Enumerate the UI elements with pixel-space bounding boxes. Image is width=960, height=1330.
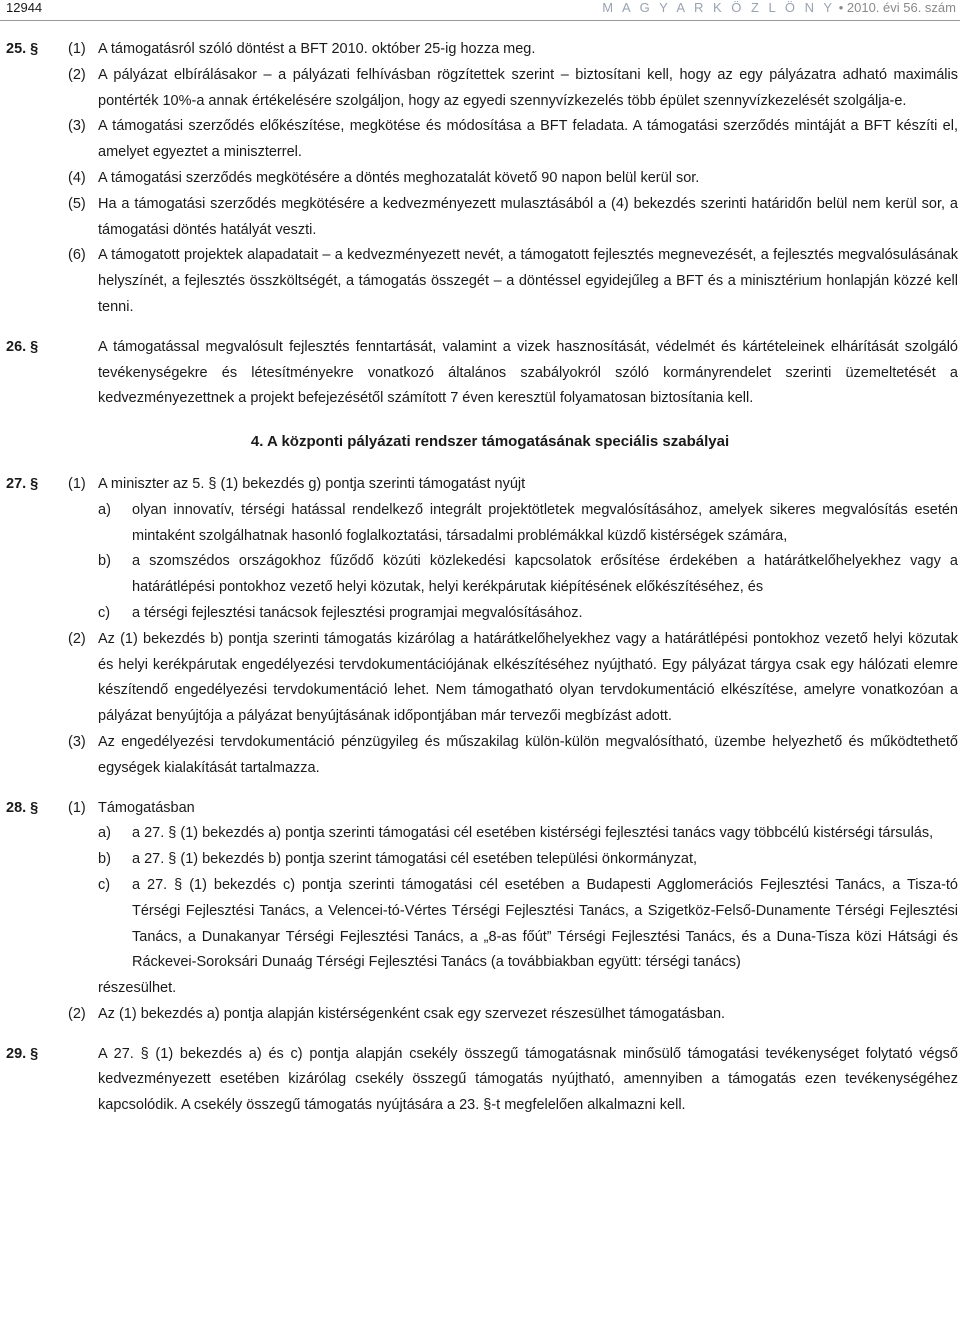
paragraph-28-1-tail: részesülhet. <box>98 980 177 997</box>
paragraph-27-3 <box>0 730 960 782</box>
list-item-27-c <box>0 601 960 627</box>
item-letter: a) <box>98 825 111 842</box>
paragraph-text: A támogatási szerződés előkészítése, megkötése és módosítása a BFT feladata. A támogatási szerződés mintáját a BFT készíti el, amelyet egyeztet a miniszterrel. <box>98 118 958 161</box>
section-29 <box>0 1042 960 1119</box>
paragraph-number: (2) <box>68 66 86 83</box>
item-letter: c) <box>98 604 111 621</box>
paragraph-number: (1) <box>68 41 86 57</box>
page-number: 12944 <box>6 0 43 15</box>
paragraph-text: A támogatásról szóló döntést a BFT 2010. október 25-ig hozza meg. <box>98 41 536 57</box>
paragraph-number: (3) <box>68 733 86 750</box>
paragraph-text: A támogatással megvalósult fejlesztés fenntartását, valamint a vizek hasznosítását, védelmét és kártételeinek elhárítását szolgáló tevékenységekre és létesítményekre vonatkozó általános szabályokról szóló kormányrendelet szerinti üzemeltetését a kedvezményezettnek a projekt befejezésétől számított 7 éven keresztül folyamatosan biztosítania kell. <box>98 338 958 407</box>
paragraph-text: A támogatott projektek alapadatait – a kedvezményezett nevét, a támogatott fejlesztés megnevezését, a fejlesztés megvalósulásának helyszínét, a fejlesztés összköltségét, a támogatás összegét – a döntéssel egyidejűleg a BFT és a minisztérium honlapján közzé kell tenni. <box>98 247 958 315</box>
section-28 <box>0 796 960 1028</box>
item-text: a térségi fejlesztési tanácsok fejlesztési programjai megvalósításához. <box>132 604 583 621</box>
spacer <box>0 1028 960 1042</box>
paragraph-number: (2) <box>68 630 86 647</box>
spacer <box>0 321 960 335</box>
header-bullet: • <box>838 0 844 15</box>
item-text: a 27. § (1) bekezdés c) pontja szerinti támogatási cél esetében a Budapesti Agglomerációs Fejlesztési Tanács, a Tisza-tó Térségi Fejlesztési Tanács, a Velencei-tó-Vértes Térségi Fejlesztési Tanács, a Szigetköz-Felső-Dunamente Térségi Fejlesztési Tanács, a Dunakanyar Térségi Fejlesztési Tanács, a „8-as főút” Térségi Fejlesztési Tanács, és a Duna-Tisza közi Hátsági és Ráckevei-Soroksári Dunaág Térségi Fejlesztési Tanács (a továbbiakban együtt: térségi tanács) <box>132 876 958 971</box>
paragraph-28-2 <box>0 1002 960 1028</box>
paragraph-27-1 <box>0 472 960 498</box>
paragraph-number: (3) <box>68 118 86 135</box>
page-header <box>0 0 960 26</box>
paragraph-25-5 <box>0 192 960 244</box>
paragraph-text: Az (1) bekezdés a) pontja alapján kistérségenként csak egy szervezet részesülhet támogatásban. <box>98 1005 726 1022</box>
section-26 <box>0 335 960 412</box>
paragraph-number: (5) <box>68 195 86 212</box>
paragraph-text: A pályázat elbírálásakor – a pályázati felhívásban rögzítettek szerint – biztosítani kell, hogy az egy pályázatra adható maximális pontérték 10%-a annak értékelésére szolgáljon, hogy az egyedi szennyvízkezelés több épület szennyvízkezelését szolgálja-e. <box>98 66 958 109</box>
paragraph-text: A támogatási szerződés megkötésére a döntés meghozatalát követő 90 napon belül kerül sor. <box>98 169 700 186</box>
list-item-27-b <box>0 549 960 601</box>
item-text: a 27. § (1) bekezdés b) pontja szerint támogatási cél esetében települési önkormányzat, <box>132 851 698 868</box>
header-divider <box>0 20 960 21</box>
paragraph-25-1 <box>0 37 960 63</box>
list-item-28-a <box>0 821 960 847</box>
list-item-27-a <box>0 498 960 550</box>
section-27 <box>0 472 960 782</box>
item-letter: b) <box>98 851 111 868</box>
item-letter: b) <box>98 553 111 570</box>
paragraph-text: Az (1) bekezdés b) pontja szerinti támogatás kizárólag a határátkelőhelyekhez vagy a határátlépési pontokhoz vezető helyi közutak és helyi kerékpárutak engedélyezési tervdokumentációjának elkészítéséhez nyújtható. Egy pályázat tárgya csak egy hálózati elemre készítendő engedélyezési tervdokumentáció lehet. Nem támogatható olyan tervdokumentáció elkészítése, amelyre vonatkozóan a pályázat benyújtója a pályázat benyújtásának időpontjában már tervezői megbízást adott. <box>98 630 958 725</box>
paragraph-25-2 <box>0 63 960 115</box>
paragraph-25-3 <box>0 114 960 166</box>
paragraph-text: Ha a támogatási szerződés megkötésére a kedvezményezett mulasztásából a (4) bekezdés szerinti határidőn belül nem kerül sor, a támogatási döntés hatályát veszti. <box>98 195 958 238</box>
paragraph-text: A 27. § (1) bekezdés a) és c) pontja alapján csekély összegű támogatásnak minősülő támogatási tevékenységet folytató végső kedvezményezett esetében kizárólag csekély összegű támogatás nyújtható, amennyiben a támogatás ezen tevékenységéhez kapcsolódik. A csekély összegű támogatás nyújtására a 23. §-t megfelelően alkalmazni kell. <box>98 1045 958 1114</box>
paragraph-number: (2) <box>68 1005 86 1022</box>
chapter-heading: 4. A központi pályázati rendszer támogatásának speciális szabályai <box>250 433 730 451</box>
section-25 <box>0 37 960 321</box>
journal-title: M A G Y A R K Ö Z L Ö N Y <box>602 0 836 15</box>
paragraph-text: Az engedélyezési tervdokumentáció pénzügyileg és műszakilag külön-külön megvalósítható, üzembe helyezhető és működtethető egységek kialakítását tartalmazza. <box>98 733 958 776</box>
paragraph-27-2 <box>0 627 960 730</box>
paragraph-text: A miniszter az 5. § (1) bekezdés g) pontja szerinti támogatást nyújt <box>98 475 526 492</box>
paragraph-text: Támogatásban <box>98 799 195 816</box>
item-letter: a) <box>98 501 111 518</box>
spacer <box>0 455 960 472</box>
paragraph-29 <box>0 1042 960 1119</box>
list-item-28-c <box>0 873 960 976</box>
item-letter: c) <box>98 876 111 893</box>
section-number: 27. § <box>6 475 39 492</box>
paragraph-number: (1) <box>68 475 86 492</box>
section-number: 28. § <box>6 799 39 816</box>
spacer <box>0 412 960 429</box>
item-text: olyan innovatív, térségi hatással rendelkező integrált projektötletek megvalósításához, amelyek sikeres megvalósítás esetén mintaként szolgálhatnak hasonló foglalkoztatási, társadalmi problémákkal küzdő kistérségek számára, <box>132 501 958 544</box>
paragraph-number: (6) <box>68 247 86 264</box>
paragraph-25-6 <box>0 243 960 320</box>
paragraph-number: (1) <box>68 799 86 816</box>
section-number: 25. § <box>6 41 39 57</box>
section-number: 26. § <box>6 338 39 355</box>
issue-number: 2010. évi 56. szám <box>846 0 956 15</box>
document-body <box>0 37 960 1119</box>
list-item-28-b <box>0 847 960 873</box>
paragraph-28-1 <box>0 796 960 822</box>
section-number: 29. § <box>6 1045 39 1062</box>
paragraph-26 <box>0 335 960 412</box>
item-text: a szomszédos országokhoz fűződő közúti közlekedési kapcsolatok erősítése érdekében a határátkelőhelyekhez vagy a határátlépési pontokhoz vezető helyi közutak, helyi kerékpárutak kiépítésének előkészítéséhez, és <box>132 553 958 596</box>
item-text: a 27. § (1) bekezdés a) pontja szerinti támogatási cél esetében kistérségi fejlesztési tanács vagy többcélú kistérségi társulás, <box>132 825 934 842</box>
spacer <box>0 782 960 796</box>
paragraph-number: (4) <box>68 169 86 186</box>
journal-info <box>602 0 956 16</box>
paragraph-25-4 <box>0 166 960 192</box>
